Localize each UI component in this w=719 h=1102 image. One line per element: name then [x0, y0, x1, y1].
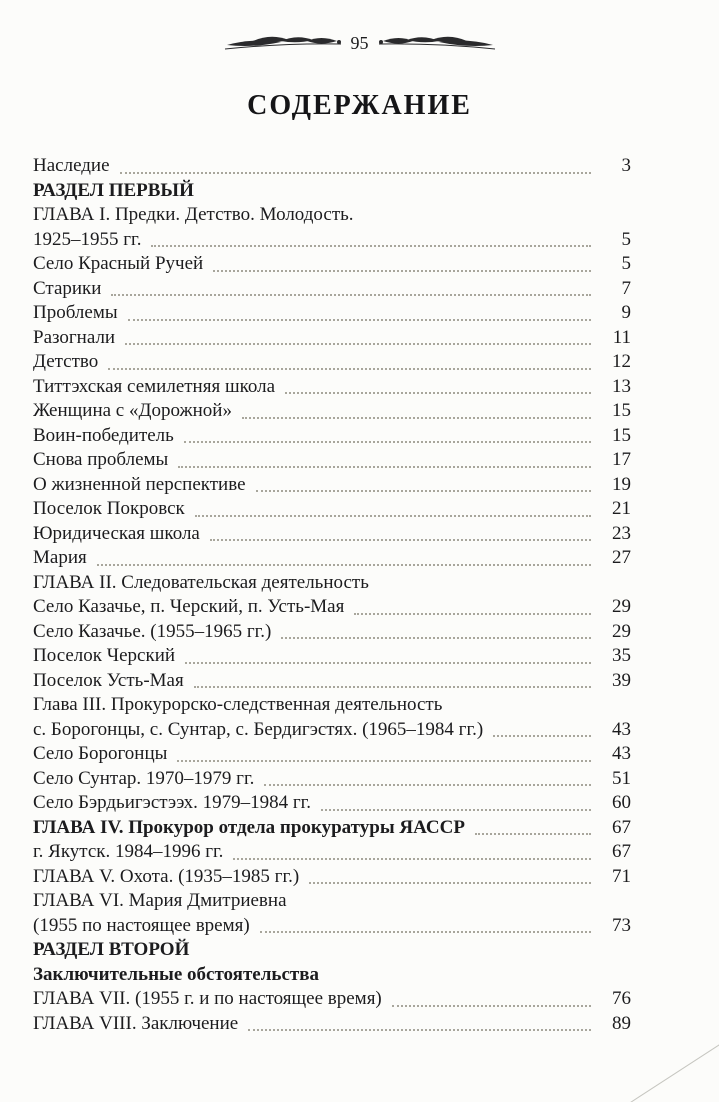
- toc-entry-label: Проблемы: [33, 302, 118, 323]
- toc-row: [33, 301, 631, 326]
- toc-entry-label: Женщина с «Дорожной»: [33, 400, 232, 421]
- toc-entry-label: Село Казачье. (1955–1965 гг.): [33, 620, 272, 642]
- toc-dotted-leader: [309, 882, 591, 884]
- page-title: СОДЕРЖАНИЕ: [247, 90, 472, 121]
- toc-entry-page-number: 67: [612, 816, 631, 838]
- toc-dotted-leader: [260, 931, 591, 933]
- toc-entry-label: Глава III. Прокурорско-следственная деятельность: [33, 694, 443, 715]
- toc-entry-label: Снова проблемы: [33, 449, 169, 470]
- toc-row: [33, 742, 631, 767]
- toc-row: [33, 228, 631, 253]
- toc-row: [33, 1012, 631, 1037]
- toc-dotted-leader: [248, 1029, 591, 1031]
- toc-dotted-leader: [264, 784, 591, 786]
- toc-entry-label: Село Красный Ручей: [33, 253, 204, 274]
- toc-row: [33, 914, 631, 939]
- toc-dotted-leader: [285, 392, 591, 394]
- toc-row: [33, 179, 631, 204]
- toc-entry-page-number: 12: [612, 351, 631, 372]
- toc-dotted-leader: [128, 319, 591, 321]
- toc-entry-label: Поселок Покровск: [33, 498, 185, 519]
- toc-entry-label: Село Казачье, п. Черский, п. Усть-Мая: [33, 596, 345, 617]
- toc-dotted-leader: [392, 1005, 591, 1007]
- toc-row: [33, 767, 631, 792]
- toc-list: [33, 154, 631, 1036]
- toc-entry-page-number: 5: [621, 253, 631, 274]
- toc-entry-label: Поселок Усть-Мая: [33, 669, 184, 691]
- toc-row: [33, 718, 631, 743]
- toc-entry-page-number: 21: [612, 498, 631, 519]
- toc-dotted-leader: [242, 417, 591, 419]
- toc-row: [33, 669, 631, 694]
- toc-entry-page-number: 43: [612, 718, 631, 740]
- toc-entry-label: ГЛАВА VII. (1955 г. и по настоящее время): [33, 988, 382, 1009]
- toc-row: [33, 522, 631, 547]
- toc-row: [33, 816, 631, 841]
- toc-dotted-leader: [125, 343, 591, 345]
- toc-dotted-leader: [475, 833, 591, 835]
- toc-row: [33, 693, 631, 718]
- toc-entry-page-number: 3: [621, 155, 631, 176]
- toc-entry-page-number: 71: [612, 865, 631, 887]
- toc-dotted-leader: [195, 515, 591, 517]
- toc-entry-page-number: 76: [612, 988, 631, 1009]
- toc-row: [33, 252, 631, 277]
- toc-dotted-leader: [321, 809, 591, 811]
- toc-dotted-leader: [178, 466, 591, 468]
- toc-entry-page-number: 13: [612, 375, 631, 397]
- toc-row: [33, 375, 631, 400]
- toc-row: [33, 865, 631, 890]
- toc-dotted-leader: [281, 637, 591, 639]
- toc-row: [33, 277, 631, 302]
- toc-entry-label: Старики: [33, 277, 102, 299]
- right-flourish-ornament: [377, 30, 497, 56]
- toc-entry-page-number: 15: [612, 424, 631, 446]
- toc-entry-label: (1955 по настоящее время): [33, 914, 250, 936]
- toc-entry-label: ГЛАВА IV. Прокурор отдела прокуратуры ЯАССР: [33, 816, 465, 838]
- toc-entry-page-number: 43: [612, 743, 631, 764]
- toc-entry-page-number: 27: [612, 547, 631, 568]
- toc-entry-label: ГЛАВА I. Предки. Детство. Молодость.: [33, 204, 354, 225]
- toc-entry-page-number: 29: [612, 596, 631, 617]
- toc-entry-label: РАЗДЕЛ ВТОРОЙ: [33, 939, 190, 960]
- toc-entry-label: Поселок Черский: [33, 645, 176, 666]
- toc-entry-page-number: 39: [612, 669, 631, 691]
- toc-row: [33, 350, 631, 375]
- toc-entry-label: Юридическая школа: [33, 522, 200, 544]
- toc-row: [33, 620, 631, 645]
- toc-entry-page-number: 67: [612, 841, 631, 862]
- toc-row: [33, 473, 631, 498]
- toc-dotted-leader: [120, 172, 591, 174]
- toc-entry-label: г. Якутск. 1984–1996 гг.: [33, 841, 224, 862]
- toc-entry-page-number: 7: [621, 277, 631, 299]
- toc-row: [33, 963, 631, 988]
- toc-entry-label: Заключительные обстоятельства: [33, 963, 319, 985]
- toc-dotted-leader: [256, 490, 591, 492]
- toc-row: [33, 595, 631, 620]
- toc-entry-label: с. Борогонцы, с. Сунтар, с. Бердигэстях. (1965–1984 гг.): [33, 718, 484, 740]
- toc-dotted-leader: [111, 294, 591, 296]
- toc-dotted-leader: [185, 662, 591, 664]
- toc-dotted-leader: [233, 858, 591, 860]
- toc-entry-page-number: 15: [612, 400, 631, 421]
- toc-row: [33, 326, 631, 351]
- toc-row: [33, 791, 631, 816]
- toc-row: [33, 889, 631, 914]
- left-flourish-ornament: [223, 30, 343, 56]
- toc-row: [33, 571, 631, 596]
- toc-entry-label: Разогнали: [33, 326, 116, 348]
- toc-entry-page-number: 19: [612, 473, 631, 495]
- toc-entry-label: Наследие: [33, 155, 110, 176]
- toc-entry-page-number: 60: [612, 792, 631, 813]
- toc-row: [33, 154, 631, 179]
- toc-entry-page-number: 35: [612, 645, 631, 666]
- toc-row: [33, 203, 631, 228]
- toc-entry-label: ГЛАВА VI. Мария Дмитриевна: [33, 890, 287, 911]
- toc-entry-label: Титтэхская семилетняя школа: [33, 375, 276, 397]
- toc-row: [33, 938, 631, 963]
- toc-entry-page-number: 51: [612, 767, 631, 789]
- toc-entry-label: Село Борогонцы: [33, 743, 168, 764]
- toc-dotted-leader: [97, 564, 591, 566]
- toc-dotted-leader: [151, 245, 591, 247]
- scan-edge-artifact: [609, 1034, 719, 1102]
- toc-entry-page-number: 5: [621, 228, 631, 250]
- toc-entry-page-number: 89: [612, 1012, 631, 1034]
- toc-entry-label: ГЛАВА V. Охота. (1935–1985 гг.): [33, 865, 300, 887]
- toc-row: [33, 840, 631, 865]
- toc-row: [33, 497, 631, 522]
- toc-dotted-leader: [177, 760, 591, 762]
- toc-entry-label: Мария: [33, 547, 87, 568]
- toc-entry-label: Село Сунтар. 1970–1979 гг.: [33, 767, 255, 789]
- toc-entry-page-number: 29: [612, 620, 631, 642]
- page-header: [0, 0, 719, 56]
- toc-row: [33, 546, 631, 571]
- toc-dotted-leader: [210, 539, 591, 541]
- toc-entry-label: О жизненной перспективе: [33, 473, 246, 495]
- toc-entry-label: Село Бэрдьигэстээх. 1979–1984 гг.: [33, 792, 312, 813]
- toc-entry-label: Воин-победитель: [33, 424, 174, 446]
- toc-dotted-leader: [213, 270, 591, 272]
- toc-entry-page-number: 23: [612, 522, 631, 544]
- toc-dotted-leader: [493, 735, 591, 737]
- folio-page-number: 95: [350, 33, 369, 53]
- toc-entry-page-number: 9: [621, 302, 631, 323]
- toc-dotted-leader: [354, 613, 591, 615]
- toc-row: [33, 424, 631, 449]
- toc-entry-page-number: 73: [612, 914, 631, 936]
- toc-entry-label: РАЗДЕЛ ПЕРВЫЙ: [33, 179, 194, 201]
- toc-row: [33, 987, 631, 1012]
- toc-entry-label: ГЛАВА VIII. Заключение: [33, 1012, 239, 1034]
- toc-entry-label: 1925–1955 гг.: [33, 228, 142, 250]
- toc-row: [33, 644, 631, 669]
- toc-dotted-leader: [108, 368, 591, 370]
- toc-entry-page-number: 17: [612, 449, 631, 470]
- toc-row: [33, 399, 631, 424]
- toc-row: [33, 448, 631, 473]
- toc-dotted-leader: [184, 441, 591, 443]
- toc-entry-label: Детство: [33, 351, 99, 372]
- toc-entry-page-number: 11: [612, 326, 631, 348]
- toc-entry-label: ГЛАВА II. Следовательская деятельность: [33, 571, 369, 593]
- toc-dotted-leader: [194, 686, 591, 688]
